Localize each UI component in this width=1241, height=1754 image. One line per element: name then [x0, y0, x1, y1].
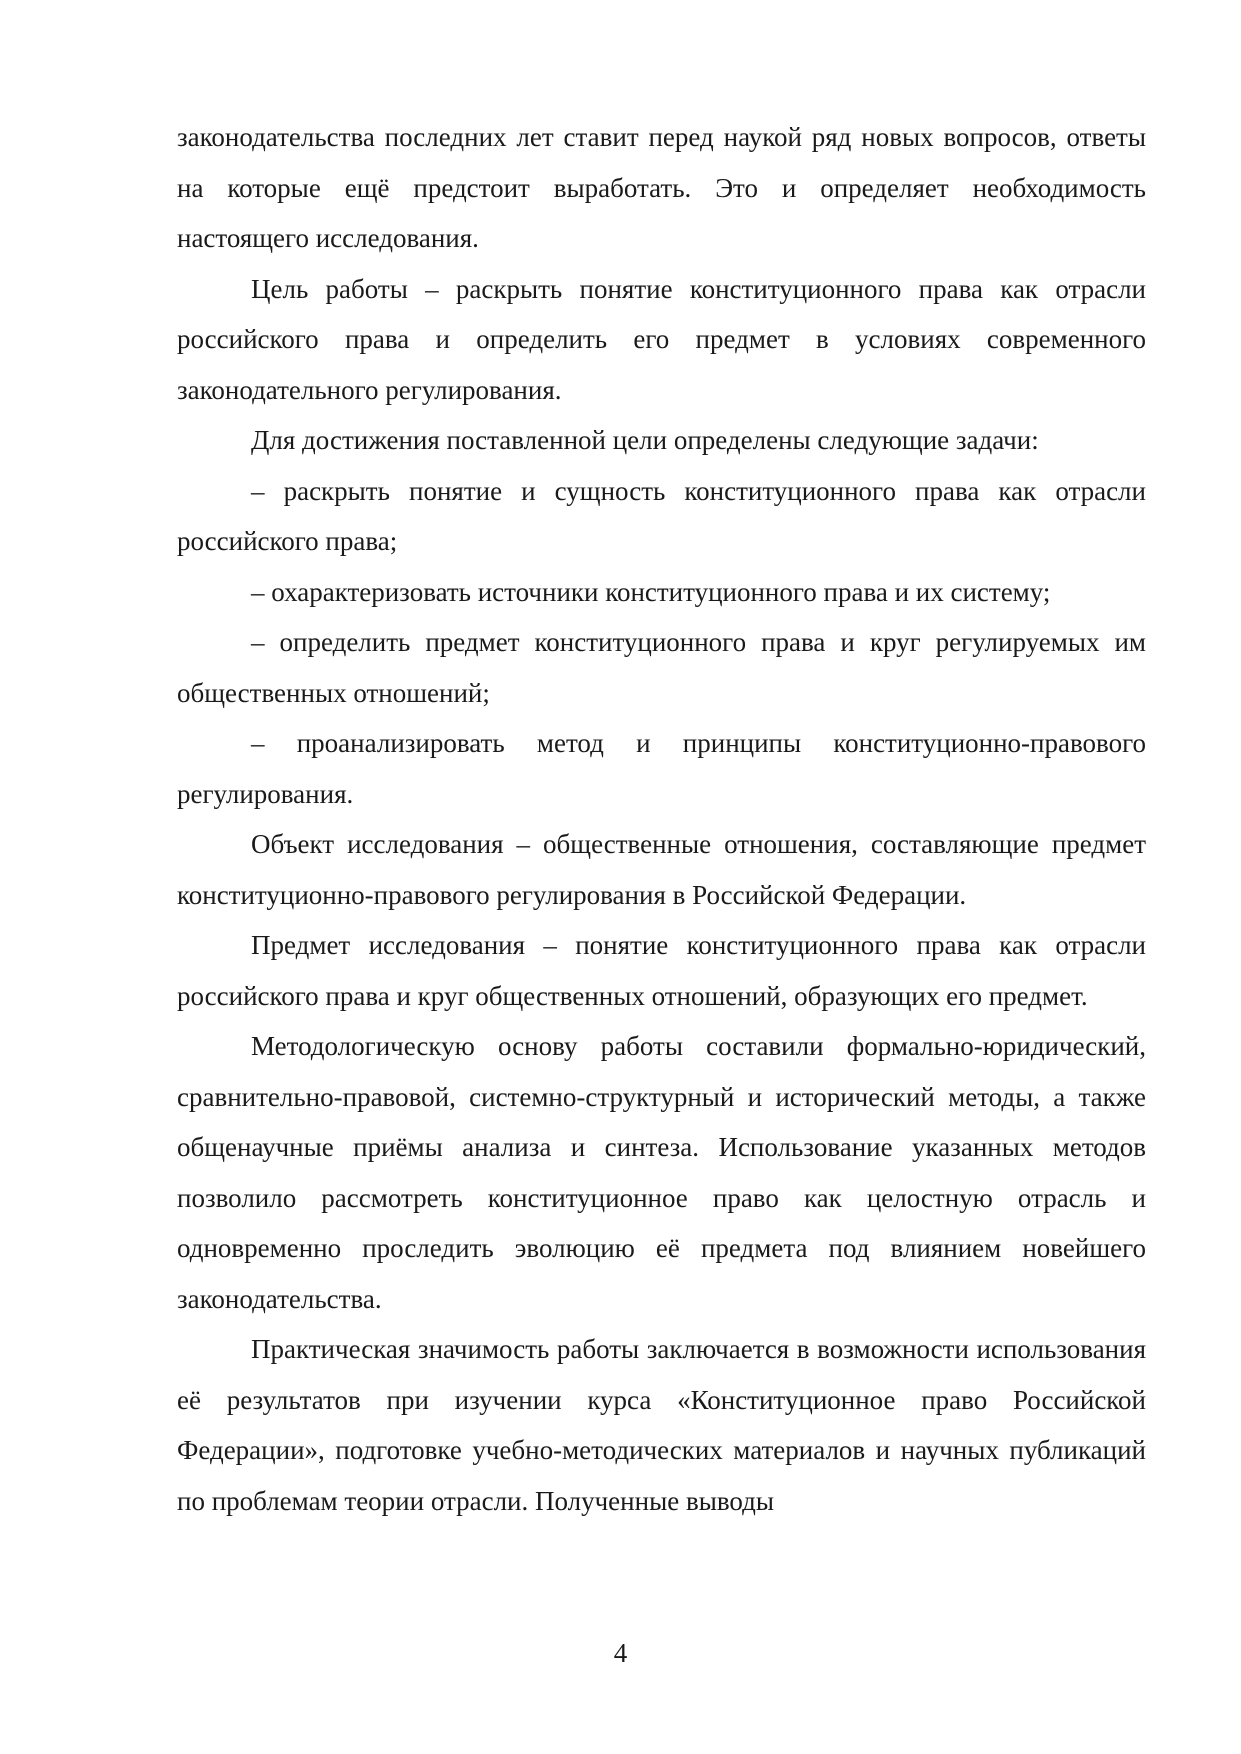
paragraph-subject: Предмет исследования – понятие конституционного права как отрасли российского права и круг общественных отношений, образующих его предмет.	[177, 930, 1146, 1011]
paragraph-goal: Цель работы – раскрыть понятие конституционного права как отрасли российского права и определить его предмет в условиях современного законодательного регулирования.	[177, 273, 1146, 405]
paragraph-object: Объект исследования – общественные отношения, составляющие предмет конституционно-правового регулирования в Российской Федерации.	[177, 829, 1146, 910]
paragraph-tasks-intro: Для достижения поставленной цели определены следующие задачи:	[251, 425, 1039, 455]
list-item-task-2: – охарактеризовать источники конституционного права и их систему;	[251, 576, 1051, 607]
page-number: 4	[613, 1638, 628, 1668]
paragraph-practical-significance: Практическая значимость работы заключается в возможности использования её результатов при изучении курса «Конституционное право Российской Федерации», подготовке учебно-методических материалов и научных публикаций по проблемам теории отрасли. Полученные выводы	[177, 1334, 1146, 1516]
list-item-task-4: – проанализировать метод и принципы конституционно-правового регулирования.	[177, 728, 1146, 809]
list-item-task-3: – определить предмет конституционного права и круг регулируемых им общественных отношений;	[177, 627, 1146, 708]
page-body	[177, 112, 1146, 1526]
paragraph-methodology: Методологическую основу работы составили формально-юридический, сравнительно-правовой, системно-структурный и исторический методы, а также общенаучные приёмы анализа и синтеза. Использование указанных методов позволило рассмотреть конституционное право как целостную отрасль и одновременно проследить эволюцию её предмета под влиянием новейшего законодательства.	[177, 1031, 1146, 1314]
paragraph-continuation: законодательства последних лет ставит перед наукой ряд новых вопросов, ответы на которые ещё предстоит выработать. Это и определяет необходимость настоящего исследования.	[177, 122, 1146, 253]
list-item-task-1: – раскрыть понятие и сущность конституционного права как отрасли российского права;	[177, 475, 1146, 556]
